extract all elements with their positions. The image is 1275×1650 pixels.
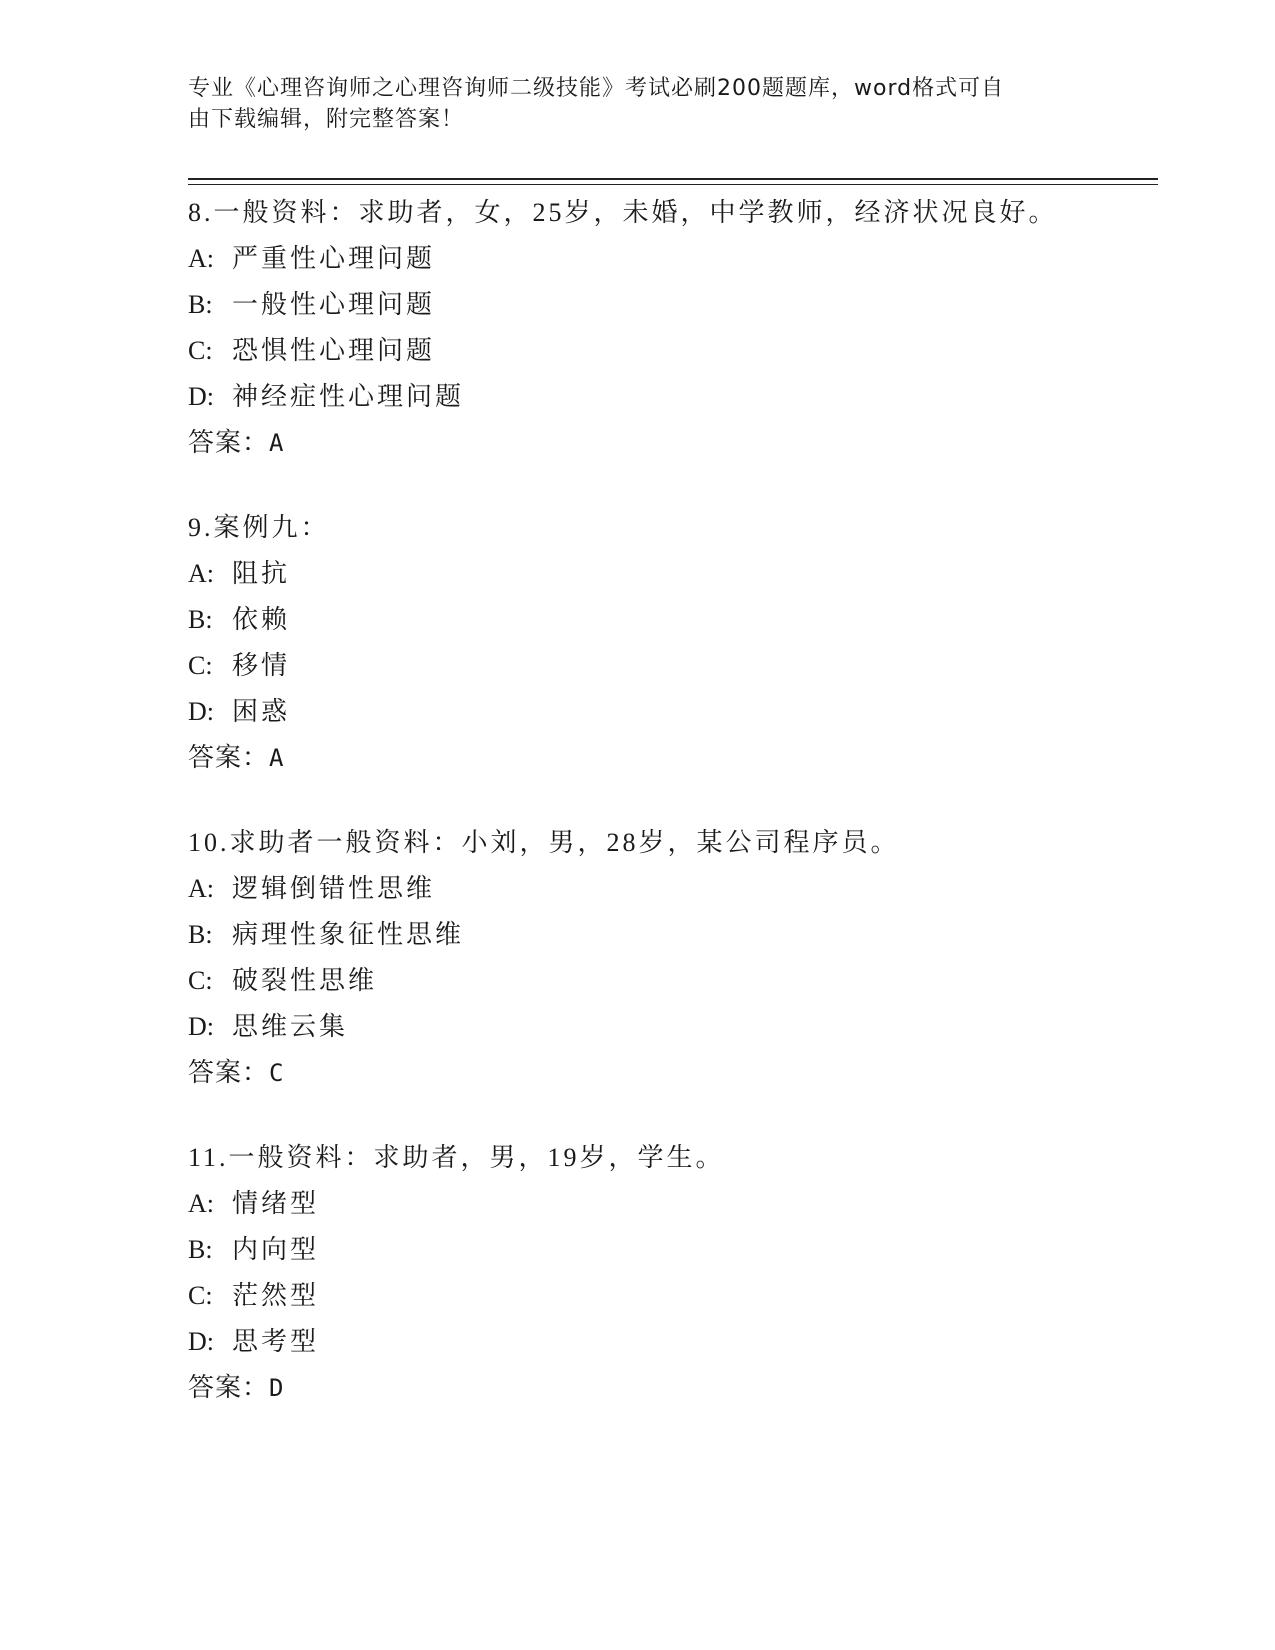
answer-line — [188, 735, 1158, 781]
answer-label: 答案： — [188, 743, 270, 773]
option-text: 逻辑倒错性思维 — [232, 874, 436, 903]
answer-line — [188, 1050, 1158, 1096]
question-11 — [188, 1135, 1158, 1411]
option-letter: D: — [188, 697, 214, 726]
answer-label: 答案： — [188, 428, 270, 458]
header-line-1: 专业《心理咨询师之心理咨询师二级技能》考试必刷200题题库，word格式可自 — [188, 76, 1005, 101]
answer-label: 答案： — [188, 1373, 270, 1403]
option-text: 阻抗 — [232, 559, 291, 588]
option-b — [188, 1227, 1158, 1273]
option-a — [188, 236, 1158, 282]
answer-value: D — [269, 1374, 285, 1402]
answer-line — [188, 1365, 1158, 1411]
option-d — [188, 689, 1158, 735]
option-text: 恐惧性心理问题 — [232, 336, 436, 365]
option-text: 病理性象征性思维 — [232, 920, 465, 949]
option-text: 一般性心理问题 — [232, 290, 436, 319]
question-stem: 11.一般资料：求助者，男，19岁，学生。 — [188, 1143, 725, 1172]
header-line-2: 由下载编辑，附完整答案！ — [188, 107, 465, 132]
option-letter: D: — [188, 1327, 214, 1356]
option-letter: A: — [188, 244, 214, 273]
option-d — [188, 374, 1158, 420]
option-text: 茫然型 — [232, 1281, 320, 1310]
header-divider-thick — [188, 178, 1158, 180]
option-b — [188, 912, 1158, 958]
option-letter: D: — [188, 1012, 214, 1041]
header-divider-thin — [188, 184, 1158, 185]
answer-value: A — [269, 429, 285, 457]
answer-label: 答案： — [188, 1058, 270, 1088]
option-letter: C: — [188, 966, 213, 995]
option-letter: A: — [188, 874, 214, 903]
option-d — [188, 1319, 1158, 1365]
option-a — [188, 866, 1158, 912]
option-text: 严重性心理问题 — [232, 244, 436, 273]
question-9 — [188, 505, 1158, 781]
option-text: 思考型 — [232, 1327, 320, 1356]
option-letter: C: — [188, 651, 213, 680]
option-c — [188, 958, 1158, 1004]
document-header — [188, 73, 1068, 135]
option-text: 破裂性思维 — [232, 966, 378, 995]
option-letter: A: — [188, 559, 214, 588]
option-letter: D: — [188, 382, 214, 411]
question-8 — [188, 190, 1158, 466]
option-c — [188, 1273, 1158, 1319]
option-text: 内向型 — [232, 1235, 320, 1264]
option-text: 神经症性心理问题 — [232, 382, 465, 411]
option-letter: B: — [188, 1235, 213, 1264]
option-c — [188, 643, 1158, 689]
option-c — [188, 328, 1158, 374]
option-letter: C: — [188, 336, 213, 365]
option-letter: B: — [188, 605, 213, 634]
option-letter: B: — [188, 920, 213, 949]
option-letter: A: — [188, 1189, 214, 1218]
option-d — [188, 1004, 1158, 1050]
answer-value: A — [269, 744, 285, 772]
option-text: 依赖 — [232, 605, 291, 634]
question-list — [188, 190, 1158, 1450]
option-letter: C: — [188, 1281, 213, 1310]
option-text: 情绪型 — [232, 1189, 320, 1218]
option-b — [188, 597, 1158, 643]
option-text: 困惑 — [232, 697, 291, 726]
question-stem: 9.案例九： — [188, 513, 330, 542]
answer-value: C — [269, 1059, 285, 1087]
option-b — [188, 282, 1158, 328]
question-stem: 8.一般资料：求助者，女，25岁，未婚，中学教师，经济状况良好。 — [188, 198, 1058, 227]
option-a — [188, 1181, 1158, 1227]
option-text: 思维云集 — [232, 1012, 349, 1041]
answer-line — [188, 420, 1158, 466]
option-a — [188, 551, 1158, 597]
question-stem: 10.求助者一般资料：小刘，男，28岁，某公司程序员。 — [188, 828, 900, 857]
option-letter: B: — [188, 290, 213, 319]
option-text: 移情 — [232, 651, 291, 680]
question-10 — [188, 820, 1158, 1096]
